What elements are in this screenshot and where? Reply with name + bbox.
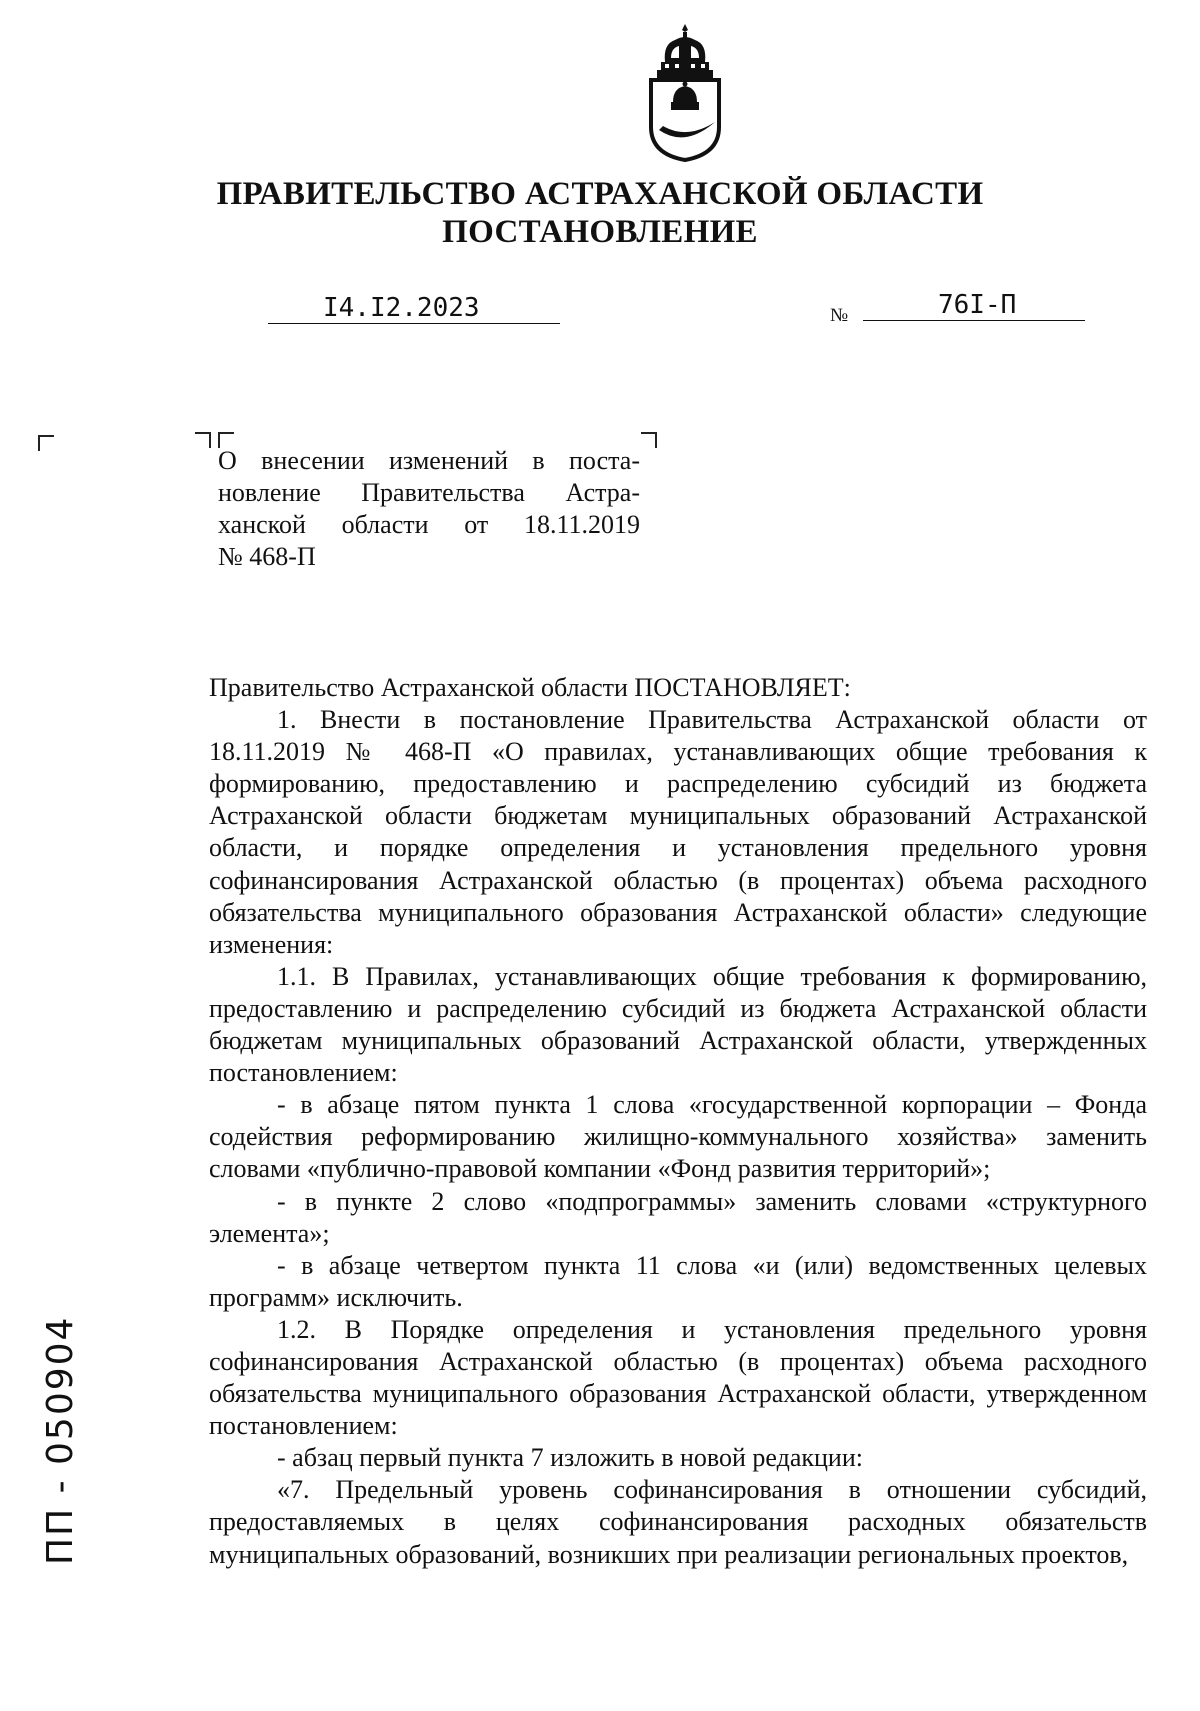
date-underline [268, 323, 560, 324]
clause-1-1: 1.1. В Правилах, устанавливающих общие требования к формированию, предоставлению и распределению субсидий из бюджета Астраханской области бюджетам муниципальных образований Астраханской области, утвержденных постановлением: [209, 961, 1147, 1088]
subject-corner-mark [195, 432, 211, 448]
clause-7-text: «7. Предельный уровень софинансирования в отношении субсидий, предоставляемых в целях софинансирования расходных обязательств муниципальных образований, возникших при реализации региональных проектов, [209, 1475, 1147, 1569]
number-sign: № [830, 305, 849, 326]
subject-line: новление Правительства Астра- [218, 478, 640, 507]
resolution-preamble: Правительство Астраханской области ПОСТАНОВЛЯЕТ: [209, 673, 851, 702]
clause-1-1-item: - в абзаце четвертом пункта 11 слова «и (или) ведомственных целевых программ» исключить. [209, 1250, 1147, 1312]
subject-line: О внесении изменений в поста- [218, 446, 640, 475]
number-underline [863, 320, 1085, 321]
clause-1-2-item: - абзац первый пункта 7 изложить в новой редакции: [277, 1443, 863, 1473]
government-title: ПРАВИТЕЛЬСТВО АСТРАХАНСКОЙ ОБЛАСТИ [216, 176, 984, 212]
clause-1-2: 1.2. В Порядке определения и установления предельного уровня софинансирования Астраханской областью (в процентах) объема расходного обязательства муниципального образования Астраханской области, утвержденном постановлением: [209, 1314, 1147, 1441]
subject-line: ханской области от 18.11.2019 [218, 510, 640, 539]
document-body [209, 672, 1147, 1571]
left-margin-corner-mark [38, 435, 54, 451]
clause-1-1-item: - в пункте 2 слово «подпрограммы» заменить словами «структурного элемента»; [209, 1186, 1147, 1248]
clause-1: 1. Внести в постановление Правительства Астраханской области от 18.11.2019 № 468-П «О правилах, устанавливающих общие требования к формированию, предоставлению и распределению субсидий из бюджета Астраханской области бюджетам муниципальных образований Астраханской области, и порядке определения и установления предельного уровня софинансирования Астраханской областью (в процентах) объема расходного обязательства муниципального образования Астраханской области» следующие изменения: [209, 705, 1147, 959]
subject-corner-mark [641, 432, 657, 448]
document-date: I4.I2.2023 [323, 293, 480, 323]
subject-line: № 468-П [218, 542, 316, 571]
clause-1-1-item: - в абзаце пятом пункта 1 слова «государственной корпорации – Фонда содействия реформированию жилищно-коммунального хозяйства» заменить словами «публично-правовой компании «Фонд развития территорий»; [209, 1090, 1147, 1184]
document-subject [218, 445, 640, 573]
serial-number-stamp: ПП - 050904 [40, 1315, 81, 1565]
document-type-title: ПОСТАНОВЛЕНИЕ [442, 214, 758, 250]
coat-of-arms-emblem [635, 22, 735, 162]
document-number: 76I-П [938, 290, 1017, 320]
